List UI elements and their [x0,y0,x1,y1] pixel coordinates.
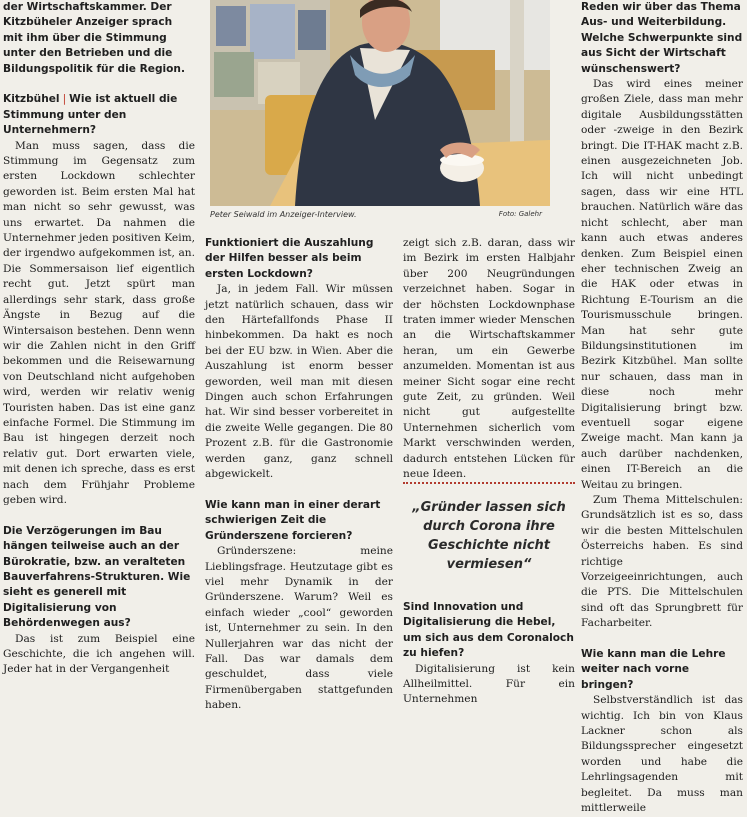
answer-1: Man muss sagen, dass die Stimmung im Gegensatz zum ersten Lockdown schlechter geworden ist. Beim ersten Mal hat man nicht so sehr gewusst, was uns erwartet. Da nahmen die Unternehmer jeden positiven Keim, der irgendwo aufgekommen ist, an. Die Sommersaison lief eigentlich recht gut. Jetzt spürt man allerdings sehr stark, dass große Ängste in Bezug auf die Wintersaison bestehen. Denn wenn wir die Zahlen nicht in den Griff bekommen und die Reisewarnung von Deutschland nicht aufgehoben wird, werden wir relativ wenig Touristen haben. Das ist eine ganz einfache Formel. Die Stimmung im Bau ist hingegen derzeit noch relativ gut. Dort erwarten viele, mit denen ich spreche, dass es erst nach dem Frühjahr Probleme geben wird. [3,139,195,506]
column-3-bottom [403,600,575,706]
answer-7: Selbstverständlich ist das wichtig. Ich bin von Klaus Lackner schon als Bildungssprecher eingesetzt worden und habe die Lehrlingsagenden mit begleitet. Da muss man mittlerweile [581,694,743,815]
location-label: Kitzbühel [3,93,60,106]
question-1-text: Wie ist aktuell die Stimmung unter den Unternehmern? [3,93,178,137]
column-3 [403,236,575,481]
question-4: Wie kann man in einer derart schwierigen Zeit die Gründerszene forcieren? [205,498,381,542]
pull-quote-text: „Gründer lassen sich durch Corona ihre Geschichte nicht vermiesen“ [412,500,566,572]
answer-4-continued: zeigt sich z.B. daran, dass wir im Bezirk im ersten Halbjahr über 200 Neugründungen verzeichnet haben. Sogar in der höchsten Lockdownphase traten immer wieder Menschen an die Wirtschaftskammer heran, um ein Gewerbe anzumelden. Momentan ist aus meiner Sicht sogar eine recht gute Zeit, zu gründen. Weil nicht gut aufgestellte Unternehmen sicherlich vom Markt verschwinden werden, dadurch entstehen Lücken für neue Ideen. [403,237,575,481]
answer-6: Das wird eines meiner großen Ziele, dass man mehr digitale Ausbildungsstätten oder -zweige in den Bezirk bringt. Die IT-HAK macht z.B. einen ausgezeichneten Job. Ich will nicht unbedingt sagen, dass wir eine HTL brauchen. Natürlich wäre das nicht schlecht, aber man kann auch etwas anderes denken. Zum Beispiel einen eher technischen Zweig an die HAK oder etwas in Richtung E-Tourism an die Tourismusschule bringen. Man hat sehr gute Bildungsinstitutionen im Bezirk Kitzbühel. Man sollte nur schauen, dass man in diese noch mehr Digitalisierung bringt bzw. eventuell sogar eigene Zweige macht. Man kann ja auch darüber nachdenken, einen IT-Bereich an die Weitau zu bringen. [581,78,743,491]
answer-3: Ja, in jedem Fall. Wir müssen jetzt natürlich schauen, dass wir den Härtefallfonds Phase II hinbekommen. Da hakt es noch bei der EU bzw. in Wien. Aber die Auszahlung ist enorm besser geworden, weil man mit diesen Dingen auch schon Erfahrungen hat. Wir sind besser vorbereitet in die zweite Welle gegangen. Die 80 Prozent z.B. für die Gastronomie werden ganz, ganz schnell abgewickelt. [205,283,393,481]
question-6: Reden wir über das Thema Aus- und Weiterbildung. Welche Schwerpunkte sind aus Sicht der Wirtschaft wünschenswert? [581,1,743,75]
answer-4: Gründerszene: meine Lieblingsfrage. Heutzutage gibt es viel mehr Dynamik in der Gründerszene. Warum? Weil es einfach wieder „cool“ geworden ist, Unternehmer zu sein. In den Nullerjahren war das nicht der Fall. Das war damals dem geschuldet, dass viele Firmenübergaben stattgefunden haben. [205,545,393,712]
question-2: Die Verzögerungen im Bau hängen teilweise auch an der Bürokratie, bzw. an veralteten Bauverfahrens-Strukturen. Wie sieht es generell mit Digitalisierung von Behördenwegen aus? [3,524,191,630]
answer-5: Digitalisierung ist kein Allheilmittel. Für ein Unternehmen [403,662,575,706]
photo-caption [210,210,550,219]
column-2 [205,236,393,712]
location-separator: | [62,93,67,106]
answer-2: Das ist zum Beispiel eine Geschichte, die ich angehen will. Jeder hat in der Vergangenheit [3,632,195,676]
photo-credit: Foto: Galehr [498,210,542,218]
pull-quote [403,482,575,589]
question-5: Sind Innovation und Digitalisierung die Hebel, um sich aus dem Coronaloch zu hiefen? [403,601,574,660]
column-4 [581,0,743,815]
column-1 [3,0,195,675]
question-1 [3,92,195,138]
answer-6b: Zum Thema Mittelschulen: Grundsätzlich ist es so, dass wir die besten Mittelschulen Österreichs haben. Es sind richtige Vorzeigeeinrichtungen, auch die PTS. Die Mittelschulen sind oft das Sprungbrett für Facharbeiter. [581,494,743,630]
caption-text: Peter Seiwald im Anzeiger-Interview. [210,210,357,219]
question-7: Wie kann man die Lehre weiter nach vorne bringen? [581,648,726,691]
interview-photo [210,0,550,206]
article-intro: der Wirtschaftskammer. Der Kitzbüheler Anzeiger sprach mit ihm über die Stimmung unter den Betrieben und die Bildungspolitik für die Region. [3,1,185,75]
question-3: Funktioniert die Auszahlung der Hilfen besser als beim ersten Lockdown? [205,237,374,280]
